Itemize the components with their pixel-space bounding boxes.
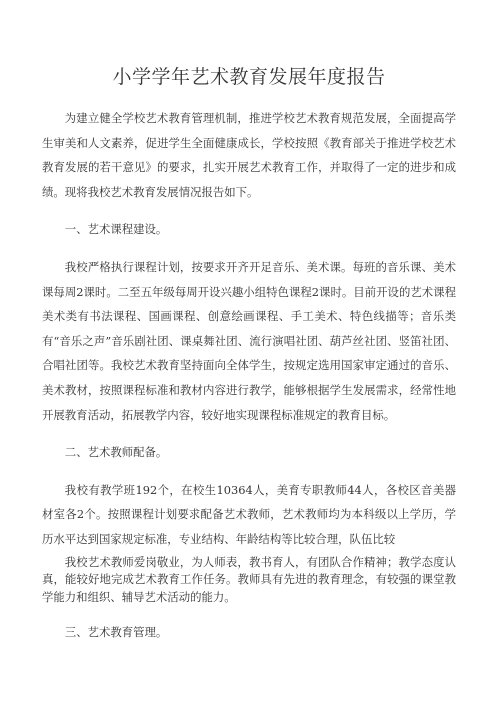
- teachers-paragraph: 我校有教学班192个，在校生10364人，美育专职教师44人，各校区音美器材室各2个。按照课程计划要求配备艺术教师，艺术教师均为本科级以上学历，学历水平达到国家规定标准，专业结构、年龄结构等比较合理，队伍比较: [42, 482, 456, 546]
- intro-paragraph: 为建立健全学校艺术教育管理机制，推进学校艺术教育规范发展，全面提高学生审美和人文素养，促进学生全面健康成长，学校按照《教育部关于推进学校艺术教育发展的若干意见》的要求，扎实开展艺术教育工作，并取得了一定的进步和成绩。现将我校艺术教育发展情况报告如下。: [42, 111, 456, 199]
- document-title: 小学学年艺术教育发展年度报告: [112, 66, 386, 88]
- teachers-quality-paragraph: 我校艺术教师爱岗敬业，为人师表，教书育人，有团队合作精神；教学态度认真，能较好地完成艺术教育工作任务。教师具有先进的教育理念，有较强的课堂教学能力和组织、辅导艺术活动的能力。: [42, 554, 456, 604]
- section-heading-management: 三、艺术教育管理。: [64, 625, 168, 639]
- curriculum-paragraph: 我校严格执行课程计划，按要求开齐开足音乐、美术课。每班的音乐课、美术课每周2课时。二至五年级每周开设兴趣小组特色课程2课时。目前开设的艺术课程美术类有书法课程、国画课程、创意绘画课程、手工美术、特色线描等；音乐类有“音乐之声”音乐剧社团、课桌舞社团、流行演唱社团、葫芦丝社团、竖笛社团、合唱社团等。我校艺术教育坚持面向全体学生，按规定选用国家审定通过的音乐、美术教材，按照课程标准和教材内容进行教学，能够根据学生发展需求，经常性地开展教育活动，拓展教学内容，较好地实现课程标准规定的教育目标。: [42, 259, 456, 422]
- section-heading-teachers: 二、艺术教师配备。: [64, 445, 168, 460]
- section-heading-curriculum: 一、艺术课程建设。: [64, 222, 168, 237]
